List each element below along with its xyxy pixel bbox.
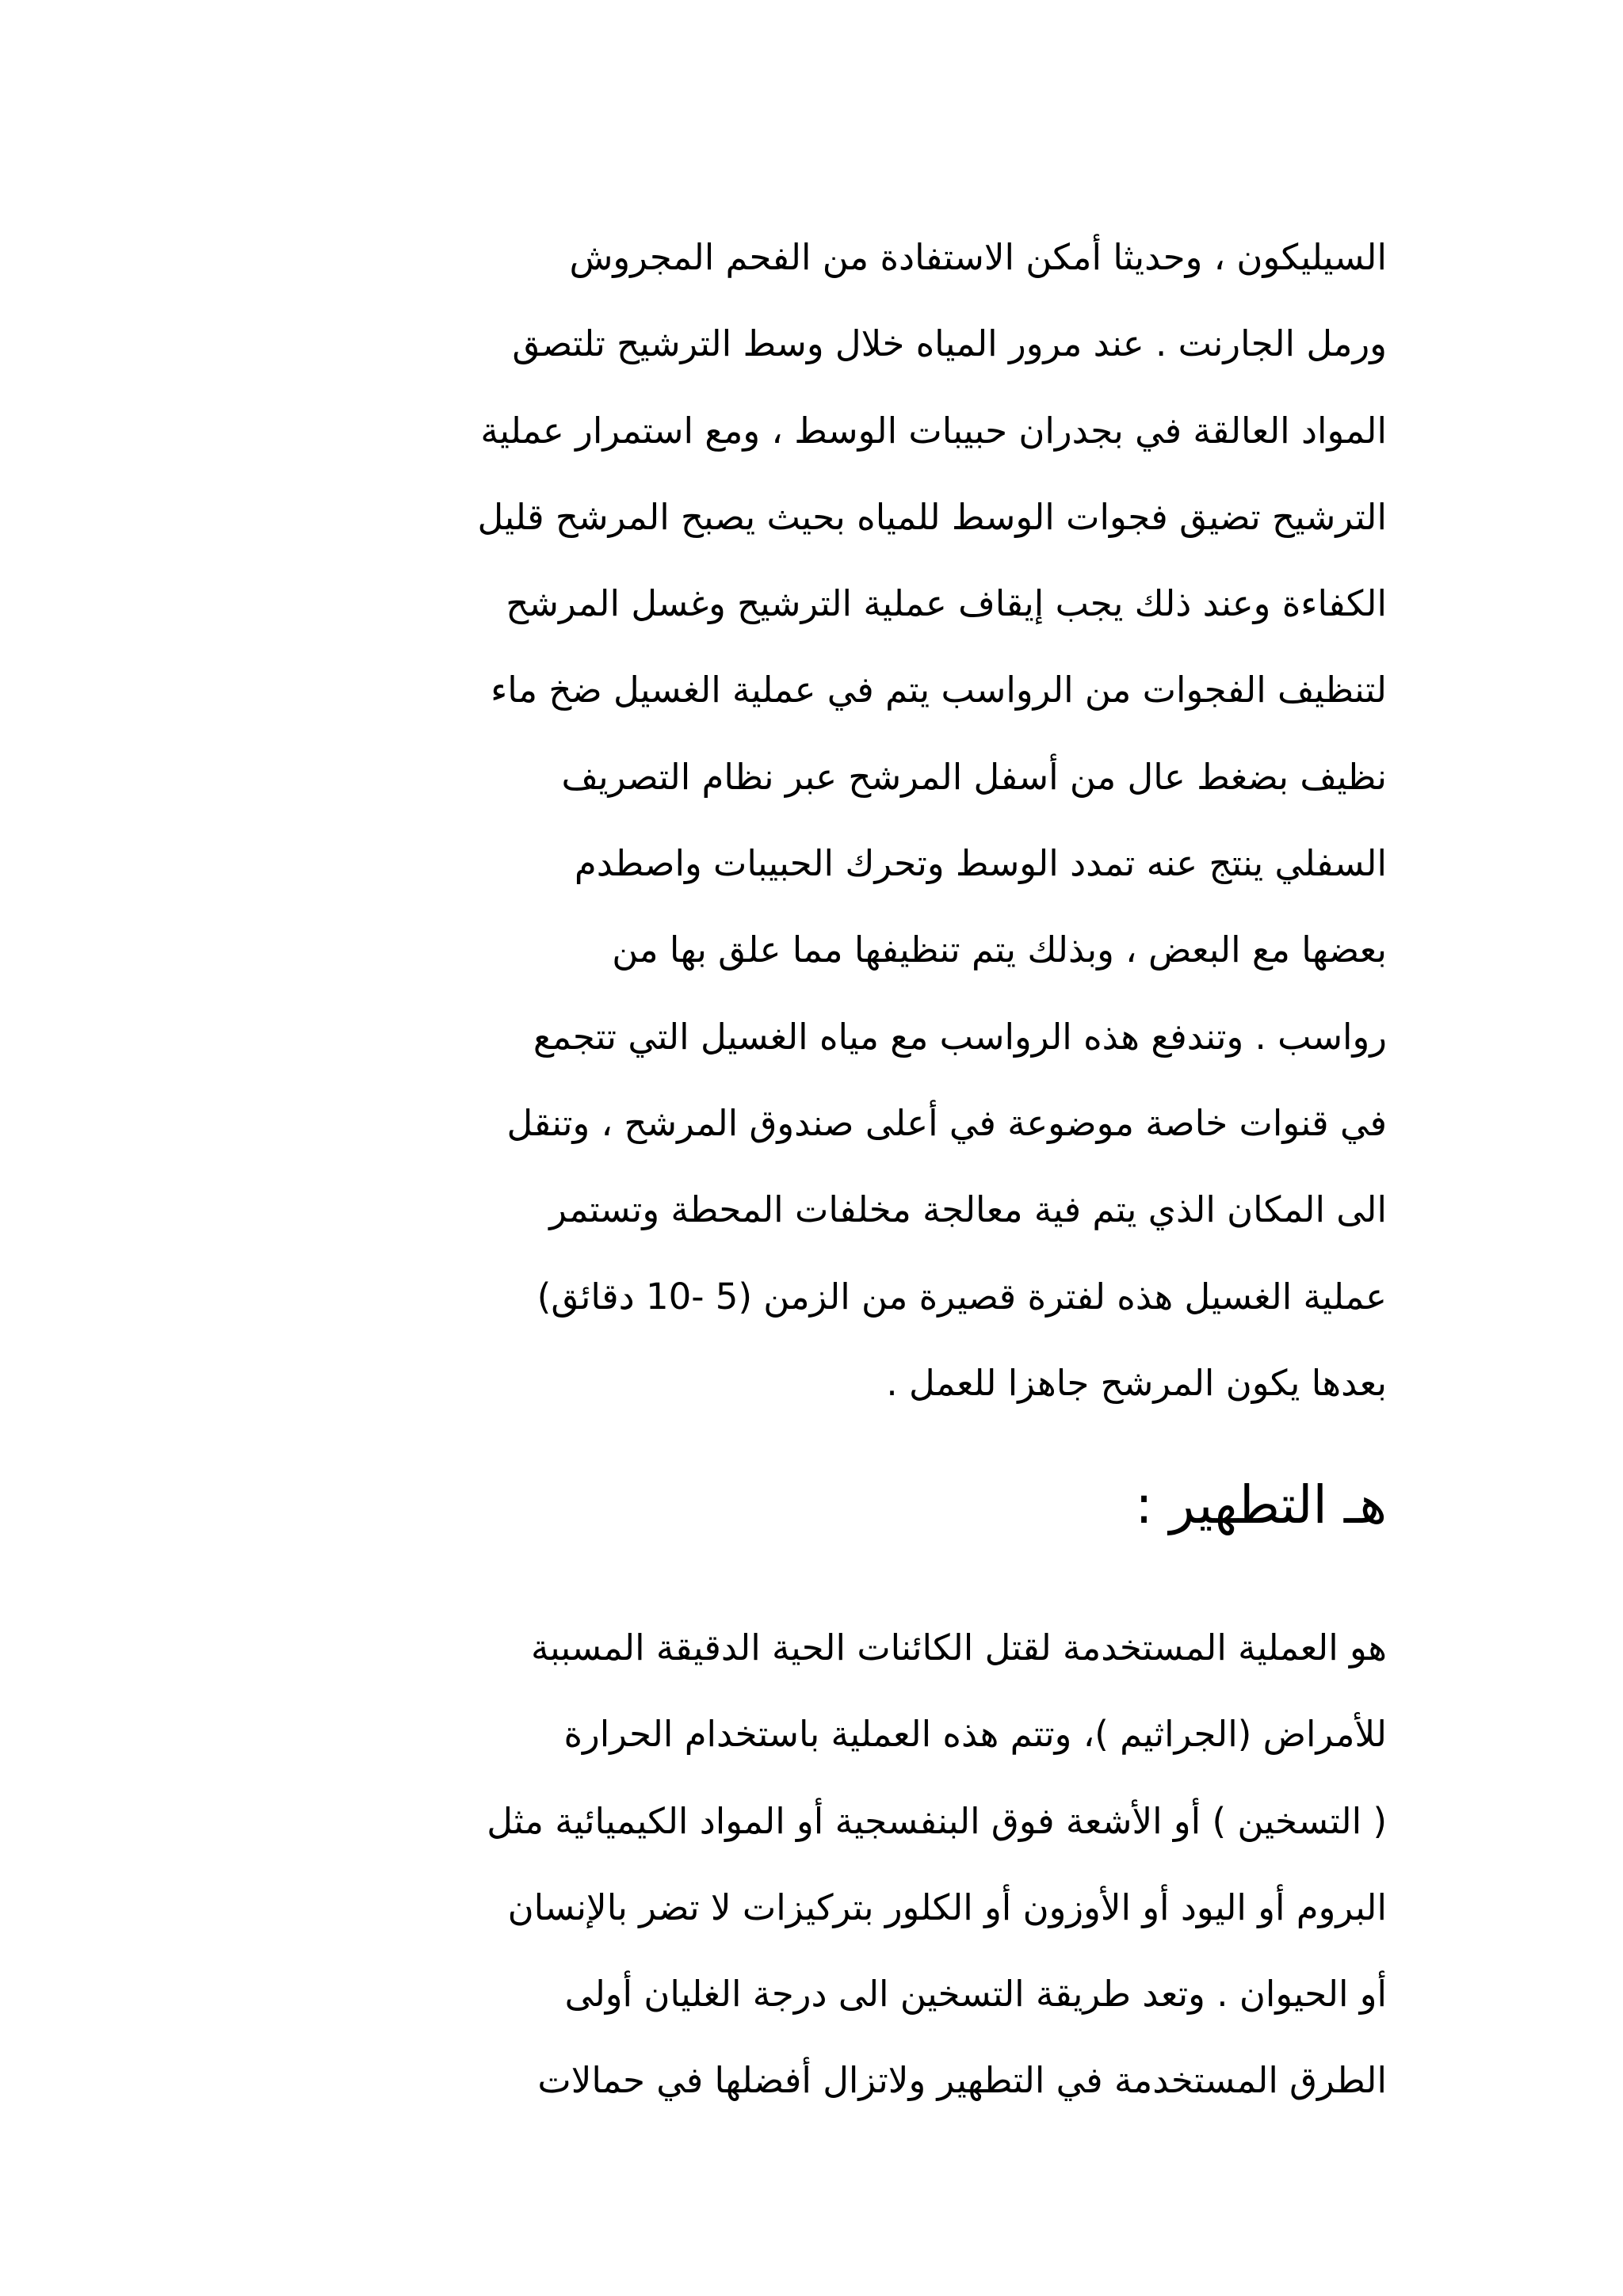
paragraph-line: ( التسخين ) أو الأشعة فوق البنفسجية أو المواد الكيميائية مثل (487, 1799, 1387, 1842)
paragraph-line: رواسب . وتندفع هذه الرواسب مع مياه الغسيل التي تتجمع (533, 1015, 1387, 1058)
paragraph-line: الترشيح تضيق فجوات الوسط للمياه بحيث يصبح المرشح قليل (477, 495, 1387, 538)
paragraph-line: أو الحيوان . وتعد طريقة التسخين الى درجة الغليان أولى (564, 1973, 1387, 2016)
paragraph-line: لتنظيف الفجوات من الرواسب يتم في عملية الغسيل ضخ ماء (491, 669, 1387, 711)
paragraph-line: الطرق المستخدمة في التطهير ولاتزال أفضلها في حمالات (537, 2059, 1387, 2102)
paragraph-line: نظيف بضغط عال من أسفل المرشح عبر نظام التصريف (561, 755, 1387, 798)
paragraph-line: السفلي ينتج عنه تمدد الوسط وتحرك الحبيبات واصطدم (574, 842, 1387, 885)
paragraph-line: الكفاءة وعند ذلك يجب إيقاف عملية الترشيح وغسل المرشح (506, 582, 1387, 625)
paragraph-filtration-washing (230, 214, 1387, 1426)
paragraph-line: عملية الغسيل هذه لفترة قصيرة من الزمن (5 -10 دقائق) (537, 1275, 1387, 1318)
paragraph-line: الى المكان الذي يتم فية معالجة مخلفات المحطة وتستمر (549, 1188, 1387, 1231)
paragraph-line: المواد العالقة في بجدران حبيبات الوسط ، ومع استمرار عملية (480, 409, 1387, 452)
paragraph-line: للأمراض (الجراثيم )، وتتم هذه العملية باستخدام الحرارة (563, 1713, 1387, 1756)
paragraph-line: السيليكون ، وحديثا أمكن الاستفادة من الفحم المجروش (569, 236, 1387, 278)
paragraph-line: هو العملية المستخدمة لقتل الكائنات الحية الدقيقة المسببة (530, 1627, 1387, 1669)
paragraph-line: بعضها مع البعض ، وبذلك يتم تنظيفها مما علق بها من (612, 929, 1387, 971)
paragraph-line: بعدها يكون المرشح جاهزا للعمل . (886, 1361, 1387, 1404)
paragraph-line: البروم أو اليود أو الأوزون أو الكلور بتركيزات لا تضر بالإنسان (507, 1886, 1387, 1928)
section-heading-disinfection: هـ التطهير : (1135, 1474, 1387, 1535)
paragraph-line: في قنوات خاصة موضوعة في أعلى صندوق المرشح ، وتنقل (506, 1101, 1387, 1144)
paragraph-line: ورمل الجارنت . عند مرور المياه خلال وسط الترشيح تلتصق (512, 322, 1387, 365)
paragraph-disinfection (230, 1604, 1387, 2124)
